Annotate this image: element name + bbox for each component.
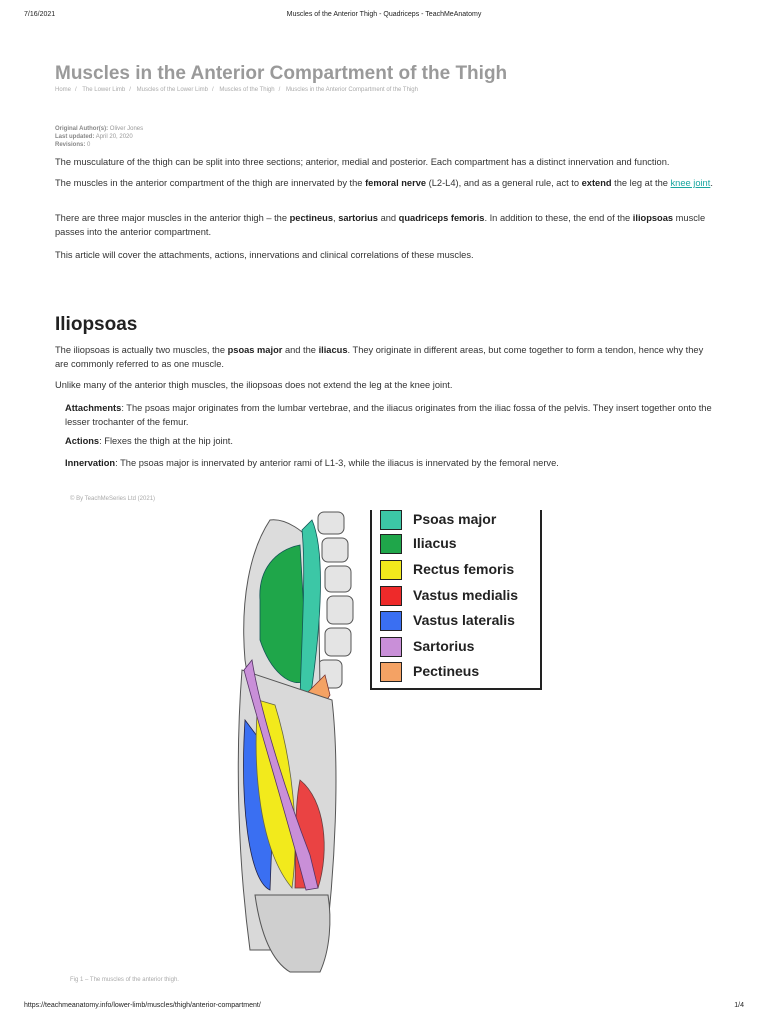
print-doc-title: Muscles of the Anterior Thigh - Quadriceps - TeachMeAnatomy	[286, 11, 482, 18]
legend-swatch	[380, 586, 402, 606]
intro-paragraph-1: The musculature of the thigh can be split into three sections; anterior, medial and posterior. Each compartment has a distinct innervation and function.	[55, 157, 670, 167]
breadcrumb-muscles-thigh[interactable]: Muscles of the Thigh	[219, 87, 275, 93]
breadcrumb-home[interactable]: Home	[55, 87, 72, 93]
iliopsoas-actions: Actions: Flexes the thigh at the hip joint.	[65, 436, 233, 446]
last-updated: April 20, 2020	[95, 134, 133, 140]
iliopsoas-innervation: Innervation: The psoas major is innervated by anterior rami of L1-3, while the iliacus is innervated by the femoral nerve.	[65, 458, 559, 468]
legend-swatch	[380, 510, 402, 530]
legend-item-sartorius: Sartorius	[380, 637, 540, 661]
legend-swatch	[380, 662, 402, 682]
breadcrumb-current: Muscles in the Anterior Compartment of the Thigh	[285, 87, 418, 93]
author-name[interactable]: Oliver Jones	[109, 126, 144, 132]
legend-item-pectineus: Pectineus	[380, 662, 540, 686]
knee-joint-link[interactable]: knee joint	[670, 178, 711, 188]
legend-item-rectus-femoris: Rectus femoris	[380, 560, 540, 584]
section-heading-iliopsoas: Iliopsoas	[55, 314, 138, 335]
legend-swatch	[380, 637, 402, 657]
legend-swatch	[380, 611, 402, 631]
iliopsoas-attachments: Attachments: The psoas major originates from the lumbar vertebrae, and the iliacus originates from the iliac fossa of the pelvis. They insert together onto the lesser trochanter of the femur.	[65, 403, 712, 427]
figure-caption: Fig 1 – The muscles of the anterior thigh.	[70, 977, 179, 983]
article-meta: Original Author(s): Oliver Jones Last updated: April 20, 2020 Revisions: 0	[55, 126, 144, 148]
figure-credit: © By TeachMeSeries Ltd (2021)	[70, 496, 156, 502]
revisions-count: 0	[87, 142, 91, 148]
page-number: 1/4	[734, 1002, 744, 1009]
legend-item-psoas-major: Psoas major	[380, 510, 540, 534]
legend-swatch	[380, 560, 402, 580]
knee	[255, 895, 330, 972]
page-title: Muscles in the Anterior Compartment of the Thigh	[55, 63, 508, 84]
legend-item-vastus-medialis: Vastus medialis	[380, 586, 540, 610]
legend-item-vastus-lateralis: Vastus lateralis	[380, 611, 540, 635]
legend-item-iliacus: Iliacus	[380, 534, 540, 558]
iliopsoas-paragraph-1: The iliopsoas is actually two muscles, the psoas major and the iliacus. They originate in different areas, but come together to form a tendon, hence why they are commonly referred to as one muscle.	[55, 345, 704, 369]
lumbar-spine	[318, 512, 353, 688]
anterior-thigh-muscles-illustration	[230, 510, 370, 975]
intro-paragraph-3: There are three major muscles in the anterior thigh – the pectineus, sartorius and quadriceps femoris. In addition to these, the end of the iliopsoas muscle passes into the anterior compartment.	[55, 213, 706, 237]
legend-swatch	[380, 534, 402, 554]
breadcrumb-lower-limb[interactable]: The Lower Limb	[82, 87, 126, 93]
muscle-legend	[370, 510, 542, 690]
breadcrumb-muscles-lower-limb[interactable]: Muscles of the Lower Limb	[136, 87, 208, 93]
breadcrumb: Home / The Lower Limb / Muscles of the Lower Limb / Muscles of the Thigh / Muscles in the Anterior Compartment of the Thigh	[55, 87, 418, 93]
print-url: https://teachmeanatomy.info/lower-limb/muscles/thigh/anterior-compartment/	[24, 1002, 261, 1009]
intro-paragraph-4: This article will cover the attachments, actions, innervations and clinical correlations of these muscles.	[55, 250, 474, 260]
print-date: 7/16/2021	[24, 11, 56, 18]
intro-paragraph-2: The muscles in the anterior compartment of the thigh are innervated by the femoral nerve (L2-L4), and as a general rule, act to extend the leg at the knee joint.	[55, 178, 713, 188]
iliopsoas-paragraph-2: Unlike many of the anterior thigh muscles, the iliopsoas does not extend the leg at the knee joint.	[55, 380, 453, 390]
